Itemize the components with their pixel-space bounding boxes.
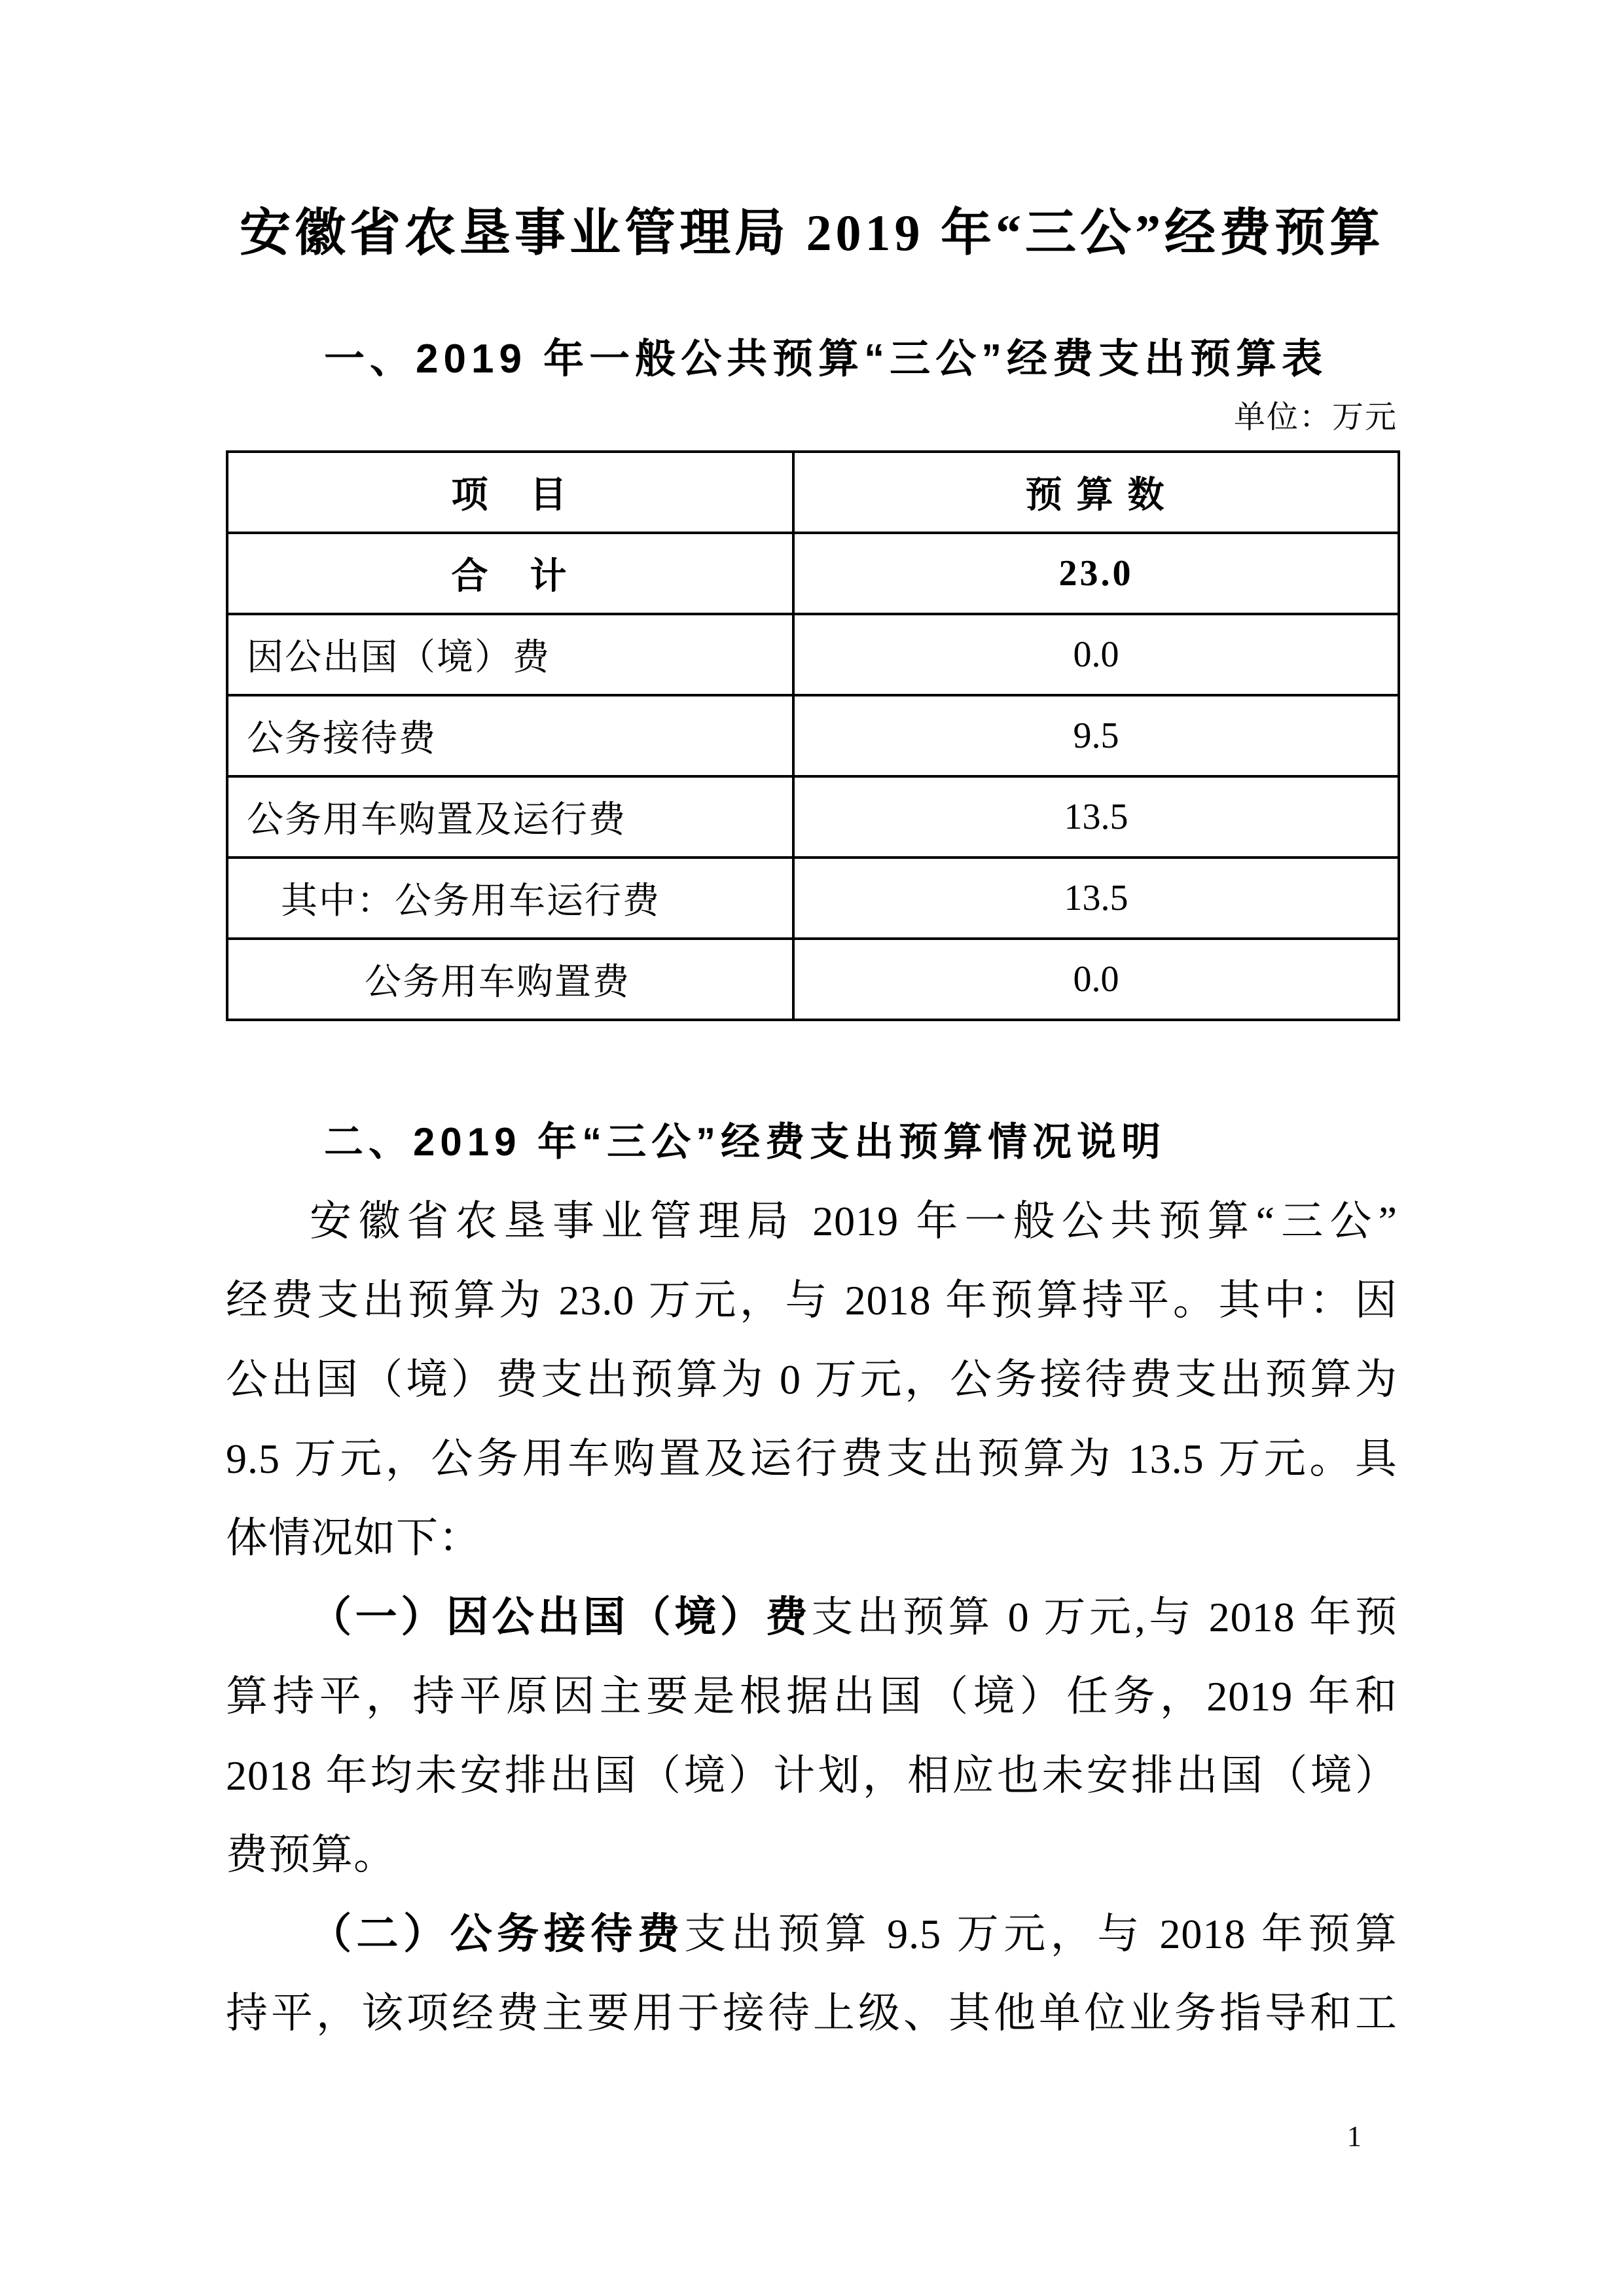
table-row xyxy=(227,776,1399,858)
paragraph-line xyxy=(226,1894,1398,1974)
paragraph-line: 费预算。 xyxy=(226,1832,396,1878)
paragraph-line: 公出国（境）费支出预算为 0 万元，公务接待费支出预算为 xyxy=(226,1356,1398,1403)
table-row xyxy=(227,695,1399,776)
row-item-label: 其中：公务用车运行费 xyxy=(227,858,793,939)
paragraph-line: 安徽省农垦事业管理局 2019 年一般公共预算“三公” xyxy=(310,1198,1398,1244)
budget-table-wrapper xyxy=(226,450,1398,1021)
col-header-value: 预 算 数 xyxy=(793,452,1399,533)
paragraph-lead-rest: 支出预算 9.5 万元，与 2018 年预算 xyxy=(684,1911,1398,1957)
paragraph-line: 体情况如下： xyxy=(226,1515,481,1561)
row-item-label: 公务用车购置及运行费 xyxy=(227,776,793,858)
table-row xyxy=(227,614,1399,695)
table-row xyxy=(227,939,1399,1020)
row-value: 0.0 xyxy=(793,614,1399,695)
paragraph-lead-rest: 支出预算 0 万元,与 2018 年预 xyxy=(811,1594,1398,1640)
table-row xyxy=(227,858,1399,939)
paragraph-line: 持平，该项经费主要用于接待上级、其他单位业务指导和工 xyxy=(226,1990,1398,2036)
table-row xyxy=(227,533,1399,614)
section1-heading: 一、2019 年一般公共预算“三公”经费支出预算表 xyxy=(324,336,1328,382)
row-value: 23.0 xyxy=(793,533,1399,614)
col-header-item: 项 目 xyxy=(227,452,793,533)
row-value: 0.0 xyxy=(793,939,1399,1020)
doc-title: 安徽省农垦事业管理局 2019 年“三公”经费预算 xyxy=(239,204,1384,261)
paragraph-line: 9.5 万元，公务用车购置及运行费支出预算为 13.5 万元。具 xyxy=(226,1436,1398,1482)
page-number: 1 xyxy=(1347,2120,1362,2152)
section2-heading: 二、2019 年“三公”经费支出预算情况说明 xyxy=(324,1120,1166,1164)
paragraph-line: 2018 年均未安排出国（境）计划，相应也未安排出国（境） xyxy=(226,1752,1398,1799)
row-value: 9.5 xyxy=(793,695,1399,776)
table-header-row xyxy=(227,452,1399,533)
paragraph-lead-bold: （二）公务接待费 xyxy=(310,1911,685,1957)
paragraph-line xyxy=(226,1578,1398,1657)
row-value: 13.5 xyxy=(793,776,1399,858)
row-item-label: 公务用车购置费 xyxy=(227,939,793,1020)
row-item-label: 合 计 xyxy=(227,533,793,614)
budget-table xyxy=(226,450,1400,1021)
row-item-label: 因公出国（境）费 xyxy=(227,614,793,695)
paragraph-lead-bold: （一）因公出国（境）费 xyxy=(310,1594,812,1640)
paragraph-line: 经费支出预算为 23.0 万元，与 2018 年预算持平。其中：因 xyxy=(226,1277,1398,1324)
row-item-label: 公务接待费 xyxy=(227,695,793,776)
row-value: 13.5 xyxy=(793,858,1399,939)
unit-note: 单位：万元 xyxy=(1233,400,1398,435)
section2-body xyxy=(226,1102,1398,2053)
paragraph-line: 算持平，持平原因主要是根据出国（境）任务，2019 年和 xyxy=(226,1673,1398,1720)
